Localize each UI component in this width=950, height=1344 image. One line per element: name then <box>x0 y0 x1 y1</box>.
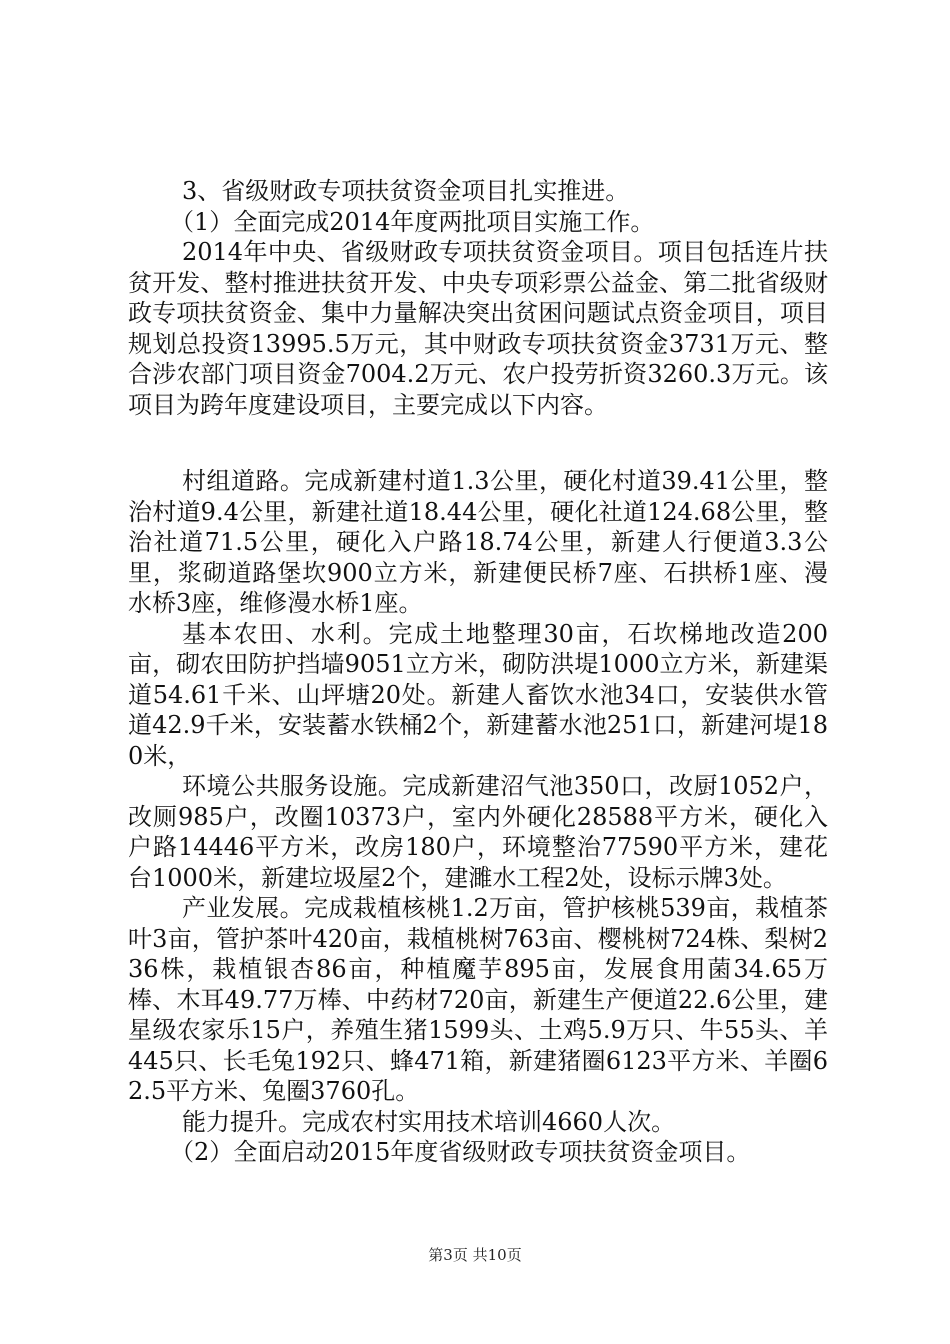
paragraph-gap <box>128 420 828 466</box>
paragraph-industry: 产业发展。完成栽植核桃1.2万亩，管护核桃539亩，栽植茶叶3亩，管护茶叶420亩，栽植桃树763亩、樱桃树724株、梨树236株，栽植银杏86亩，种植魔芋895亩，发展食用菌34.65万棒、木耳49.77万棒、中药材720亩，新建生产便道22.6公里，建星级农家乐15户，养殖生猪1599头、土鸡5.9万只、牛55头、羊445只、长毛兔192只、蜂471箱，新建猪圈6123平方米、羊圈62.5平方米、兔圈3760孔。 <box>128 894 828 1105</box>
page-number-footer: 第3页 共10页 <box>428 1246 522 1264</box>
document-body <box>128 176 828 1168</box>
subsection-heading-2014: （1）全面完成2014年度两批项目实施工作。 <box>170 207 655 236</box>
paragraph-capacity: 能力提升。完成农村实用技术培训4660人次。 <box>182 1107 676 1136</box>
paragraph-intro: 2014年中央、省级财政专项扶贫资金项目。项目包括连片扶贫开发、整村推进扶贫开发、中央专项彩票公益金、第二批省级财政专项扶贫资金、集中力量解决突出贫困问题试点资金项目，项目规划总投资13995.5万元，其中财政专项扶贫资金3731万元、整合涉农部门项目资金7004.2万元、农户投劳折资3260.3万元。该项目为跨年度建设项目，主要完成以下内容。 <box>128 238 828 419</box>
paragraph-environment: 环境公共服务设施。完成新建沼气池350口，改厨1052户，改厕985户，改圈10373户，室内外硬化28588平方米，硬化入户路14446平方米，改房180户，环境整治77590平方米，建花台1000米，新建垃圾屋2个，建濉水工程2处，设标示牌3处。 <box>128 772 828 892</box>
section-heading-3: 3、省级财政专项扶贫资金项目扎实推进。 <box>182 177 630 205</box>
subsection-heading-2015: （2）全面启动2015年度省级财政专项扶贫资金项目。 <box>170 1138 751 1166</box>
paragraph-farmland: 基本农田、水利。完成土地整理30亩，石坎梯地改造200亩，砌农田防护挡墙9051立方米，砌防洪堤1000立方米，新建渠道54.61千米、山坪塘20处。新建人畜饮水池34口，安装供水管道42.9千米，安装蓄水铁桶2个，新建蓄水池251口，新建河堤180米， <box>128 619 828 770</box>
paragraph-roads: 村组道路。完成新建村道1.3公里，硬化村道39.41公里，整治村道9.4公里，新建社道18.44公里，硬化社道124.68公里，整治社道71.5公里，硬化入户路18.74公里，新建人行便道3.3公里，浆砌道路堡坎900立方米，新建便民桥7座、石拱桥1座、漫水桥3座，维修漫水桥1座。 <box>128 467 828 617</box>
